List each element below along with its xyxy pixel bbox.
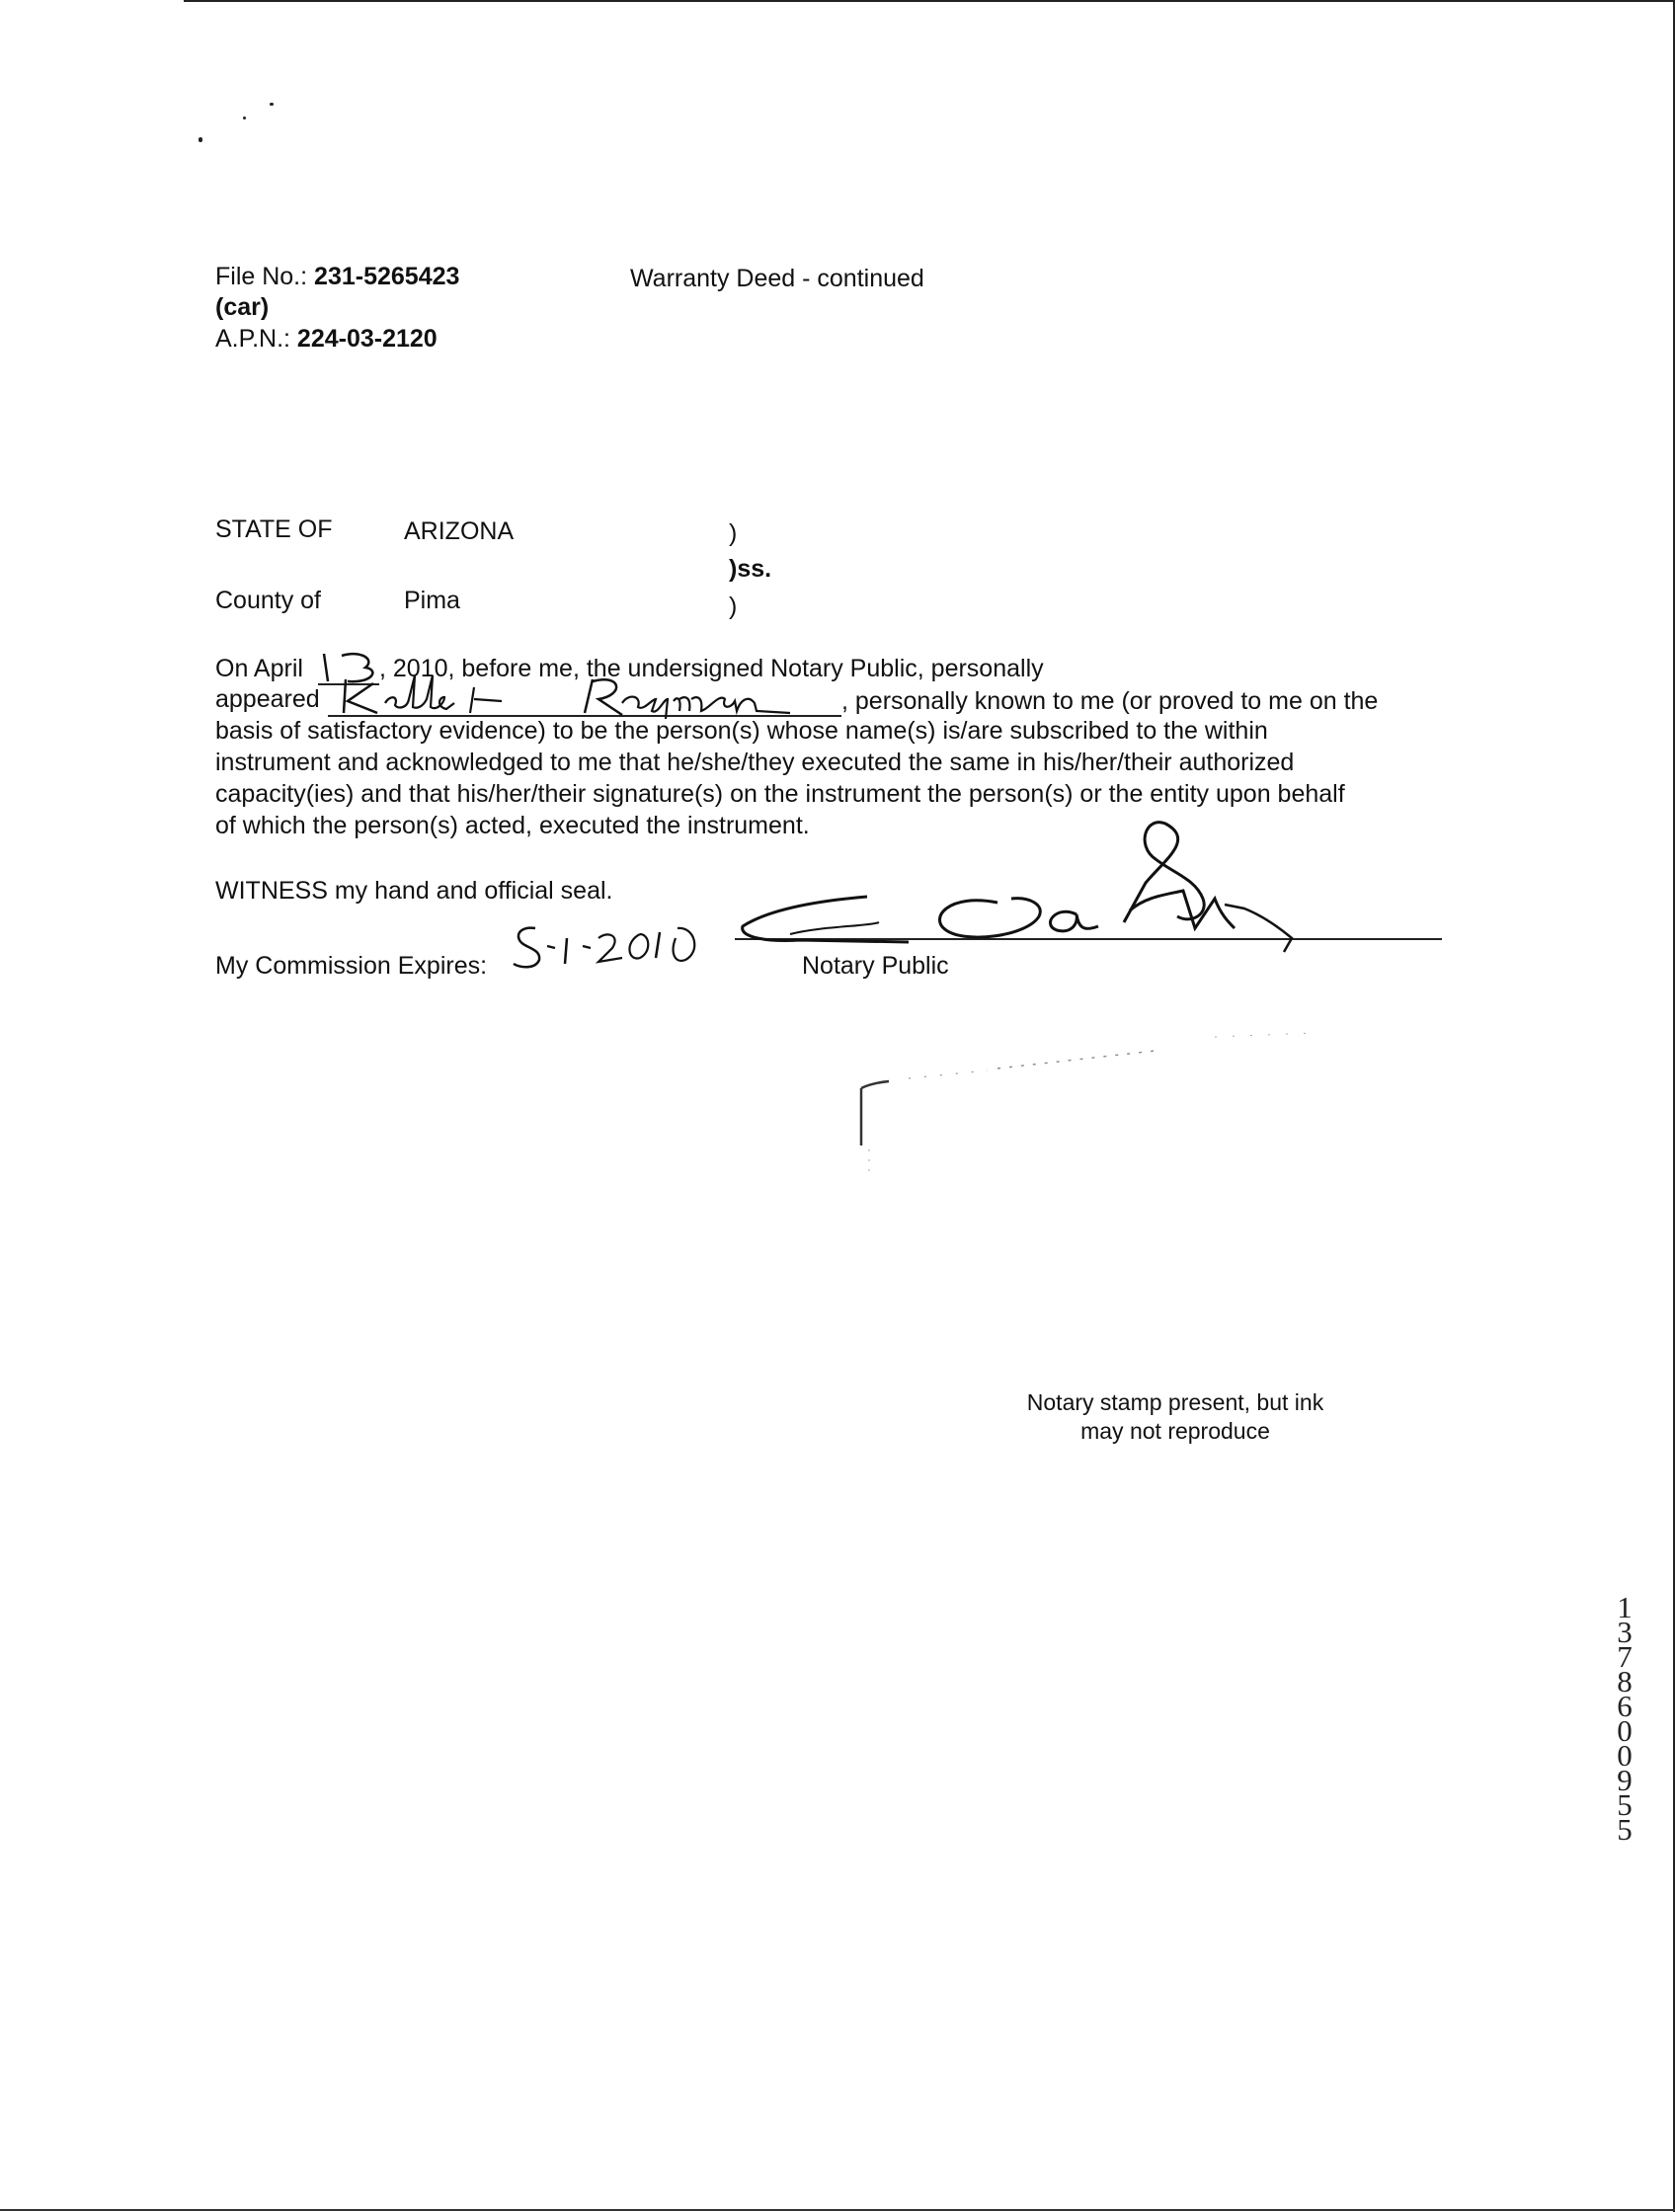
venue-paren-top: ) (729, 519, 738, 547)
document-title: Warranty Deed - continued (630, 265, 924, 292)
ack-line4: instrument and acknowledged to me that he/she/they executed the same in his/her/their authorized (215, 749, 1295, 776)
notary-signature (731, 820, 1343, 968)
county-label: County of (215, 587, 322, 614)
stamp-note (988, 1388, 1363, 1446)
scan-speck (243, 117, 246, 119)
venue-ss: )ss. (729, 555, 772, 583)
scan-edge-bottom (0, 2209, 1675, 2211)
recording-number: 13786 00955 (1617, 1590, 1633, 1847)
handwritten-commission-date (506, 918, 703, 978)
ack-line5: capacity(ies) and that his/her/their signature(s) on the instrument the person(s) or the entity upon behalf (215, 780, 1345, 808)
file-no-value: 231-5265423 (314, 263, 460, 290)
venue-paren-bottom: ) (729, 592, 738, 620)
ack-line3: basis of satisfactory evidence) to be the person(s) whose name(s) is/are subscribed to the within (215, 717, 1268, 745)
scan-speck (199, 137, 202, 142)
stamp-note-line1: Notary stamp present, but ink (1026, 1389, 1324, 1415)
ack-line1-rest: , 2010, before me, the undersigned Notary Public, personally (379, 655, 1044, 682)
county-value: Pima (404, 587, 460, 614)
state-value: ARIZONA (404, 517, 515, 545)
scan-speck (270, 103, 274, 106)
file-no-line (215, 261, 459, 292)
apn-line (215, 323, 438, 355)
apn-value: 224-03-2120 (296, 325, 438, 353)
file-no-label: File No.: (215, 263, 308, 290)
ack-line2-prefix: appeared (215, 685, 320, 713)
commission-label: My Commission Expires: (215, 952, 488, 980)
stamp-note-line2: may not reproduce (1080, 1418, 1270, 1444)
state-label: STATE OF (215, 515, 333, 543)
ack-line1-prefix: On April (215, 655, 303, 682)
scan-edge-top (184, 0, 1675, 2)
witness-text: WITNESS my hand and official seal. (215, 877, 613, 905)
ack-line2-suffix: , personally known to me (or proved to me on the (841, 687, 1379, 715)
apn-label: A.P.N.: (215, 325, 290, 353)
ack-line6: of which the person(s) acted, executed the instrument. (215, 812, 810, 839)
notary-label: Notary Public (802, 952, 949, 980)
handwritten-appearer-name (326, 670, 839, 719)
file-code: (car) (215, 293, 270, 321)
faint-stamp-remnant (849, 1027, 1323, 1185)
